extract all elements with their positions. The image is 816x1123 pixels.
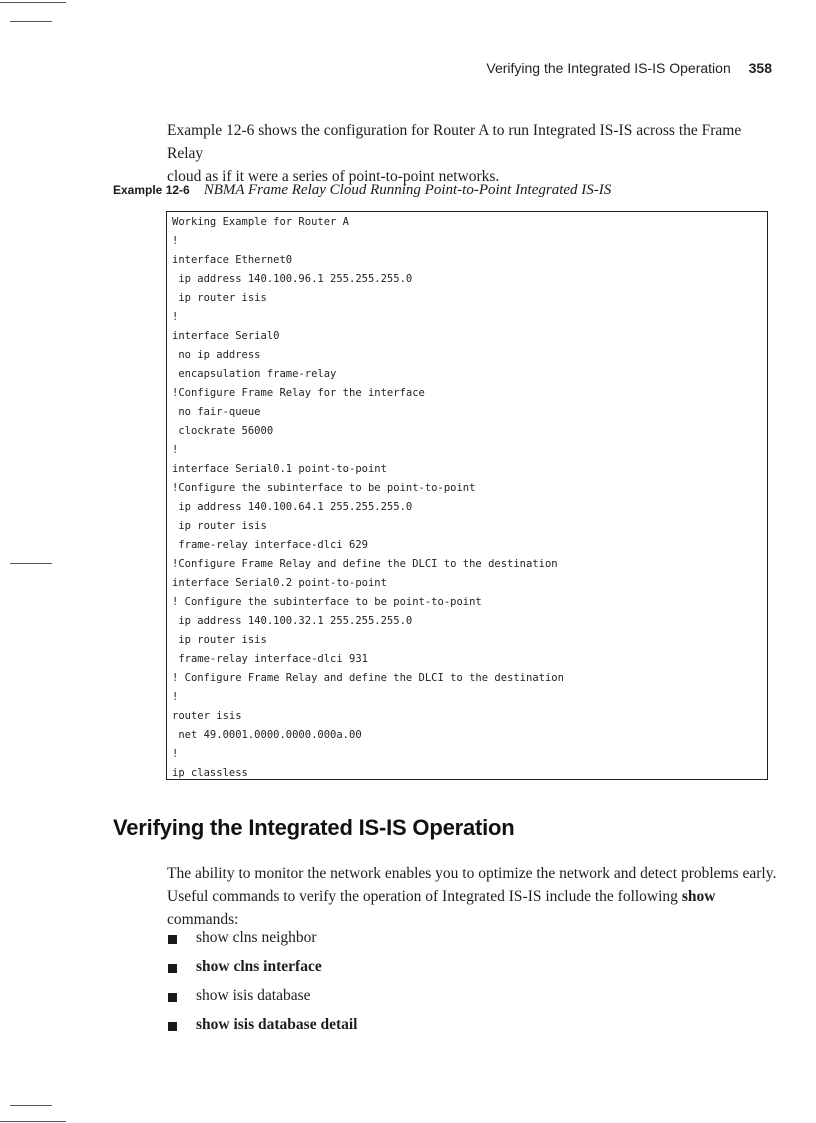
code-line: ip router isis xyxy=(172,634,267,646)
code-line: ! Configure Frame Relay and define the DLCI to the destination xyxy=(172,672,564,684)
code-line: interface Serial0.1 point-to-point xyxy=(172,463,387,475)
crop-mark xyxy=(0,1121,66,1122)
command-list xyxy=(167,929,358,1045)
code-listing xyxy=(166,211,768,780)
code-line: ip router isis xyxy=(172,520,267,532)
code-line: ip classless xyxy=(172,767,248,779)
section-line-text: Useful commands to verify the operation of Integrated IS-IS include the following xyxy=(167,888,682,905)
square-bullet-icon xyxy=(168,964,177,973)
code-line: no fair-queue xyxy=(172,406,261,418)
code-line: interface Serial0 xyxy=(172,330,280,342)
code-line: !Configure Frame Relay for the interface xyxy=(172,387,425,399)
code-line: ! xyxy=(172,748,179,760)
code-line: interface Ethernet0 xyxy=(172,254,293,266)
command-text: show clns neighbor xyxy=(196,929,317,946)
example-caption xyxy=(113,181,611,199)
square-bullet-icon xyxy=(168,993,177,1002)
command-text: show clns interface xyxy=(196,958,322,975)
section-line-text: commands: xyxy=(167,911,239,928)
command-text: show isis database detail xyxy=(196,1016,358,1033)
code-line: !Configure Frame Relay and define the DLCI to the destination xyxy=(172,558,558,570)
code-line: ! xyxy=(172,691,179,703)
section-line: The ability to monitor the network enables you to optimize the network and detect problems early. xyxy=(167,865,777,882)
crop-mark xyxy=(0,2,66,3)
code-line: ! xyxy=(172,311,179,323)
crop-mark xyxy=(10,1105,52,1106)
list-item xyxy=(167,929,358,958)
square-bullet-icon xyxy=(168,1022,177,1031)
code-line: interface Serial0.2 point-to-point xyxy=(172,577,387,589)
code-line: no ip address xyxy=(172,349,261,361)
crop-mark xyxy=(10,21,52,22)
intro-line: cloud as if it were a series of point-to-point networks. xyxy=(167,168,500,185)
list-item xyxy=(167,987,358,1016)
crop-mark xyxy=(10,563,52,564)
code-line: ip router isis xyxy=(172,292,267,304)
running-head-title: Verifying the Integrated IS-IS Operation xyxy=(486,60,731,76)
list-item xyxy=(167,958,358,987)
code-line: router isis xyxy=(172,710,242,722)
code-line: net 49.0001.0000.0000.000a.00 xyxy=(172,729,362,741)
code-line: Working Example for Router A xyxy=(172,216,350,228)
code-text xyxy=(167,212,767,783)
section-heading: Verifying the Integrated IS-IS Operation xyxy=(113,815,515,840)
code-line: ip address 140.100.64.1 255.255.255.0 xyxy=(172,501,413,513)
code-line: ! xyxy=(172,235,179,247)
section-paragraph xyxy=(167,862,777,931)
code-line: ! xyxy=(172,444,179,456)
example-title: NBMA Frame Relay Cloud Running Point-to-Point Integrated IS-IS xyxy=(203,182,612,198)
code-line: ip address 140.100.96.1 255.255.255.0 xyxy=(172,273,413,285)
intro-paragraph xyxy=(167,119,777,188)
code-line: frame-relay interface-dlci 931 xyxy=(172,653,368,665)
code-line: !Configure the subinterface to be point-to-point xyxy=(172,482,476,494)
command-text: show isis database xyxy=(196,987,311,1004)
code-line: clockrate 56000 xyxy=(172,425,274,437)
example-label: Example 12-6 xyxy=(113,183,190,197)
code-line: frame-relay interface-dlci 629 xyxy=(172,539,368,551)
code-line: ip address 140.100.32.1 255.255.255.0 xyxy=(172,615,413,627)
show-keyword: show xyxy=(681,888,716,905)
code-line: ! Configure the subinterface to be point-to-point xyxy=(172,596,482,608)
running-head xyxy=(486,60,772,76)
intro-line: Example 12-6 shows the configuration for Router A to run Integrated IS-IS across the Frame Relay xyxy=(167,122,742,162)
square-bullet-icon xyxy=(168,935,177,944)
list-item xyxy=(167,1016,358,1045)
page-number: 358 xyxy=(748,60,772,76)
code-line: encapsulation frame-relay xyxy=(172,368,337,380)
section-line xyxy=(167,885,777,931)
